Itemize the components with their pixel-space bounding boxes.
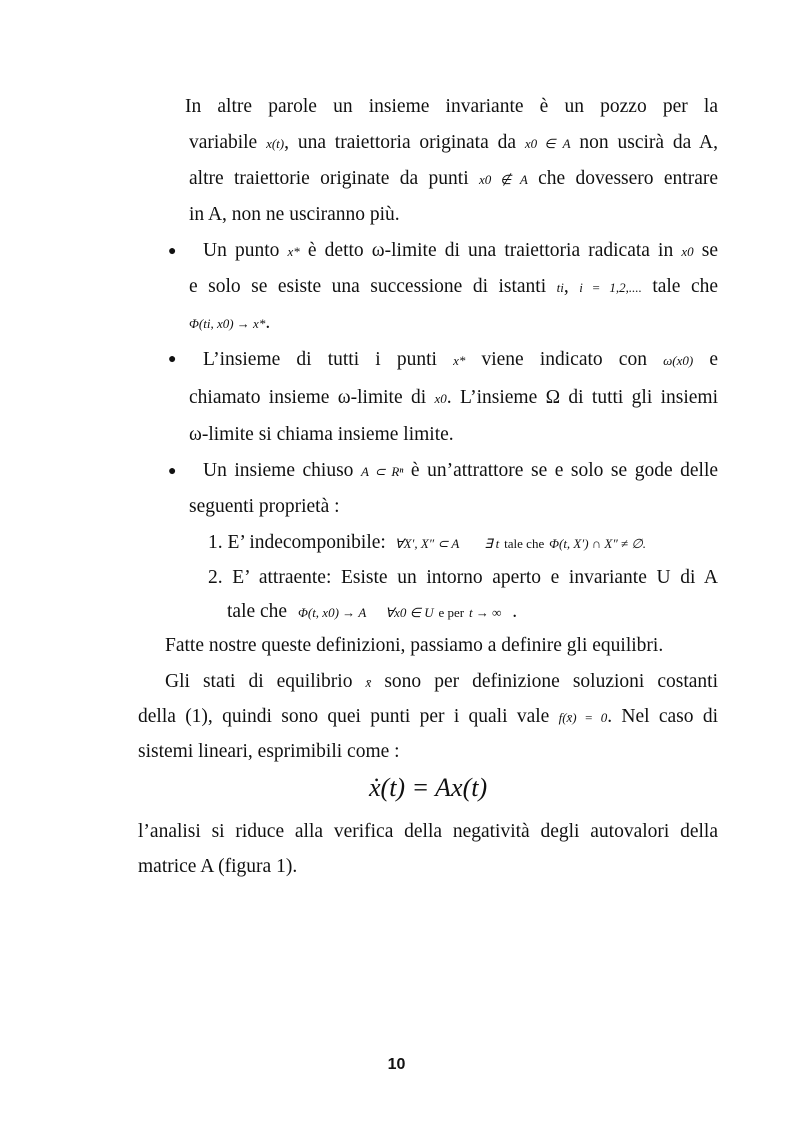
bullet1-line1: Un punto x* è detto ω-limite di una traiettoria radicata in x0 se — [203, 240, 719, 261]
math-i-range: i = 1,2,.... — [579, 280, 642, 295]
bullet-icon: ● — [168, 352, 177, 367]
display-equation: ẋ(t) = Ax(t) — [369, 773, 488, 802]
math-omega-x0: ω(x0) — [663, 353, 694, 368]
bullet2-line3: ω-limite si chiama insieme limite. — [189, 424, 454, 445]
property2-line1: 2. E’ attraente: Esiste un intorno aperto e invariante U di A — [208, 567, 718, 588]
math-phi-to-a: Φ(t, x0) → A — [297, 605, 367, 620]
bullet-icon: ● — [168, 244, 177, 259]
bullet-icon: ● — [168, 464, 177, 479]
math-x-bar: x̄ — [365, 675, 372, 690]
math-phi-limit: Φ(ti, x0) → x* — [189, 316, 266, 331]
math-phi-intersect: Φ(t, X′) ∩ X″ ≠ ∅. — [549, 536, 646, 551]
paragraph3-line3: sistemi lineari, esprimibili come : — [138, 741, 400, 762]
math-forall-x: ∀X′, X″ ⊂ A — [394, 536, 460, 551]
paragraph1-line4: in A, non ne usciranno più. — [189, 204, 400, 225]
paragraph1-line1: In altre parole un insieme invariante è un pozzo per la — [185, 96, 718, 117]
page-number: 10 — [387, 1056, 406, 1073]
math-t-to-inf: t → ∞ — [469, 605, 502, 620]
math-ti: ti — [556, 280, 564, 295]
bullet1-line2: e solo se esiste una successione di istanti ti, i = 1,2,.... tale che — [189, 276, 718, 297]
math-exists-t: ∃ t — [484, 536, 500, 551]
paragraph3-line2: della (1), quindi sono quei punti per i quali vale f(x̄) = 0. Nel caso di — [138, 706, 718, 727]
math-x0: x0 — [434, 391, 447, 406]
bullet2-line1: L’insieme di tutti i punti x* viene indicato con ω(x0) e — [203, 349, 719, 370]
paragraph2: Fatte nostre queste definizioni, passiamo a definire gli equilibri. — [165, 635, 664, 656]
bullet1-line3: Φ(ti, x0) → x*. — [189, 312, 271, 333]
math-x-star: x* — [453, 353, 466, 368]
math-x-star: x* — [287, 244, 300, 259]
math-x0: x0 — [681, 244, 694, 259]
math-f-x-bar: f(x̄) = 0 — [558, 710, 608, 725]
property1: 1. E’ indecomponibile: ∀X′, X″ ⊂ A ∃ t tale che Φ(t, X′) ∩ X″ ≠ ∅. — [208, 532, 646, 553]
bullet2-line2: chiamato insieme ω-limite di x0. L’insieme Ω di tutti gli insiemi — [189, 387, 718, 408]
property2-line2: tale che Φ(t, x0) → A ∀x0 ∈ U e per t → ∞ . — [227, 601, 518, 622]
bullet3-line1: Un insieme chiuso A ⊂ Rⁿ è un’attrattore se e solo se gode delle — [203, 460, 719, 481]
math-x-of-t: x(t) — [266, 136, 285, 151]
bullet3-line2: seguenti proprietà : — [189, 496, 340, 517]
paragraph4-line1: l’analisi si riduce alla verifica della negatività degli autovalori della — [138, 821, 718, 842]
math-x0-in-a: x0 ∈ A — [524, 136, 571, 151]
math-a-subset-rn: A ⊂ Rⁿ — [360, 464, 404, 479]
paragraph1-line3: altre traiettorie originate da punti x0 ∉ A che dovessero entrare — [189, 168, 718, 189]
math-x0-notin-a: x0 ∉ A — [479, 172, 528, 187]
paragraph4-line2: matrice A (figura 1). — [138, 856, 298, 877]
paragraph1-line2: variabile x(t), una traiettoria originata da x0 ∈ A non uscirà da A, — [189, 132, 719, 153]
paragraph3-line1: Gli stati di equilibrio x̄ sono per definizione soluzioni costanti — [165, 671, 719, 692]
math-forall-x0: ∀x0 ∈ U — [385, 605, 434, 620]
